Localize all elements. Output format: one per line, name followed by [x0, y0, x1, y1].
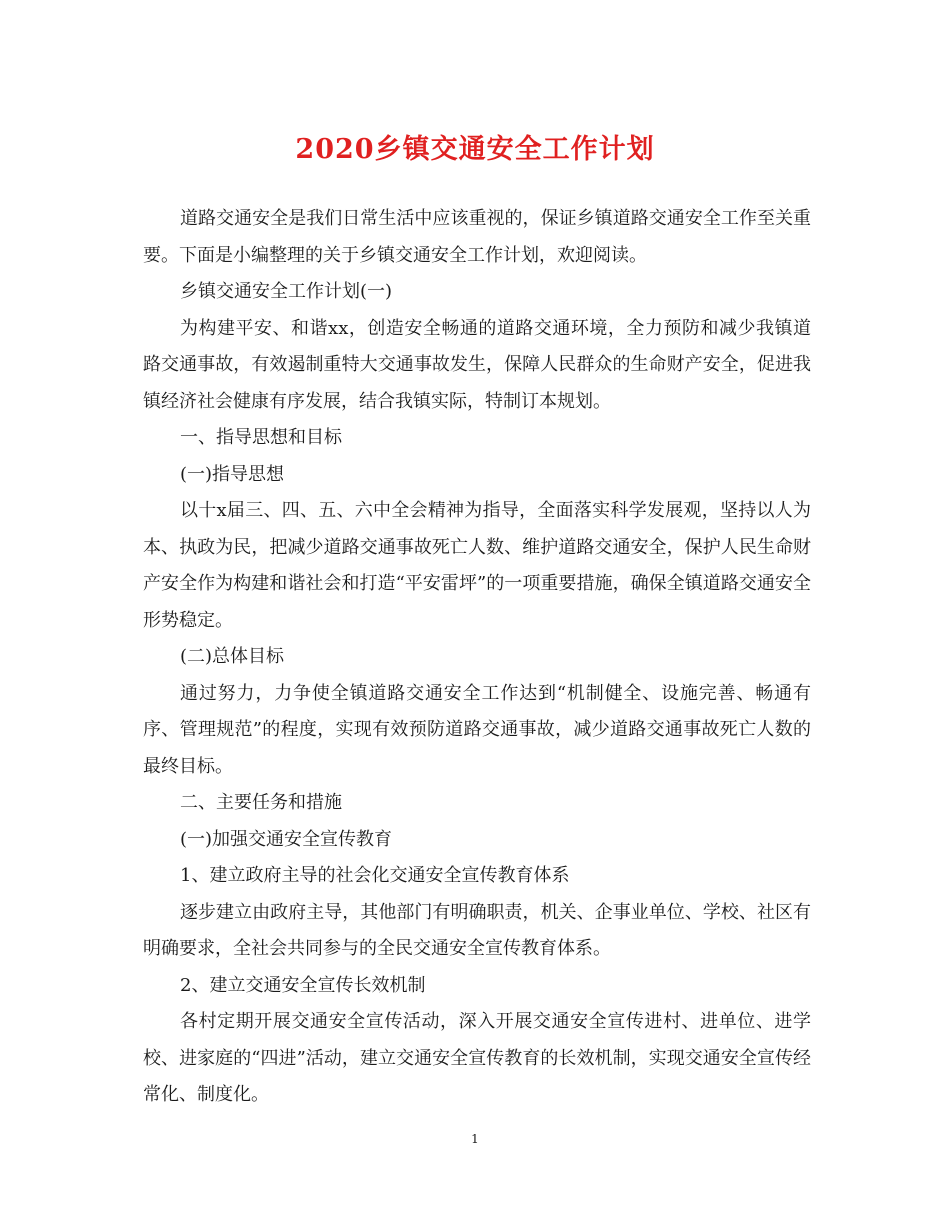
subheading-guiding-thought: (一)指导思想 [180, 463, 285, 485]
subheading-overall-goal: (二)总体目标 [180, 646, 285, 667]
document-title: 2020乡镇交通安全工作计划 [295, 134, 655, 165]
paragraph-intro: 道路交通安全是我们日常生活中应该重视的，保证乡镇道路交通安全工作至关重要。下面是小编整理的关于乡镇交通安全工作计划，欢迎阅读。 [143, 208, 811, 266]
section-heading-tasks-measures: 二、主要任务和措施 [180, 792, 342, 813]
item-heading-long-term-mechanism: 2、建立交通安全宣传长效机制 [180, 974, 426, 996]
paragraph-guiding-thought: 以十x届三、四、五、六中全会精神为指导，全面落实科学发展观，坚持以人为本、执政为民，把减少道路交通事故死亡人数、维护道路交通安全，保护人民生命财产安全作为构建和谐社会和打造“平安雷坪”的一项重要措施，确保全镇道路交通安全形势稳定。 [143, 500, 811, 631]
document-body [143, 201, 811, 1114]
page-number: 1 [471, 1132, 479, 1146]
section-heading-plan-one: 乡镇交通安全工作计划(一) [180, 281, 393, 302]
paragraph-overall-goal: 通过努力，力争使全镇道路交通安全工作达到“机制健全、设施完善、畅通有序、管理规范”的程度，实现有效预防道路交通事故，减少道路交通事故死亡人数的最终目标。 [143, 682, 811, 777]
paragraph-purpose: 为构建平安、和谐xx，创造安全畅通的道路交通环境，全力预防和减少我镇道路交通事故，有效遏制重特大交通事故发生，保障人民群众的生命财产安全，促进我镇经济社会健康有序发展，结合我镇实际，特制订本规划。 [143, 317, 811, 412]
subheading-safety-education: (一)加强交通安全宣传教育 [180, 828, 393, 850]
paragraph-long-term-mechanism: 各村定期开展交通安全宣传活动，深入开展交通安全宣传进村、进单位、进学校、进家庭的“四进”活动，建立交通安全宣传教育的长效机制，实现交通安全宣传经常化、制度化。 [143, 1011, 811, 1105]
paragraph-education-system: 逐步建立由政府主导，其他部门有明确职责，机关、企事业单位、学校、社区有明确要求，全社会共同参与的全民交通安全宣传教育体系。 [143, 901, 811, 959]
section-heading-guiding-goals: 一、指导思想和目标 [180, 427, 342, 448]
item-heading-education-system: 1、建立政府主导的社会化交通安全宣传教育体系 [180, 865, 570, 886]
